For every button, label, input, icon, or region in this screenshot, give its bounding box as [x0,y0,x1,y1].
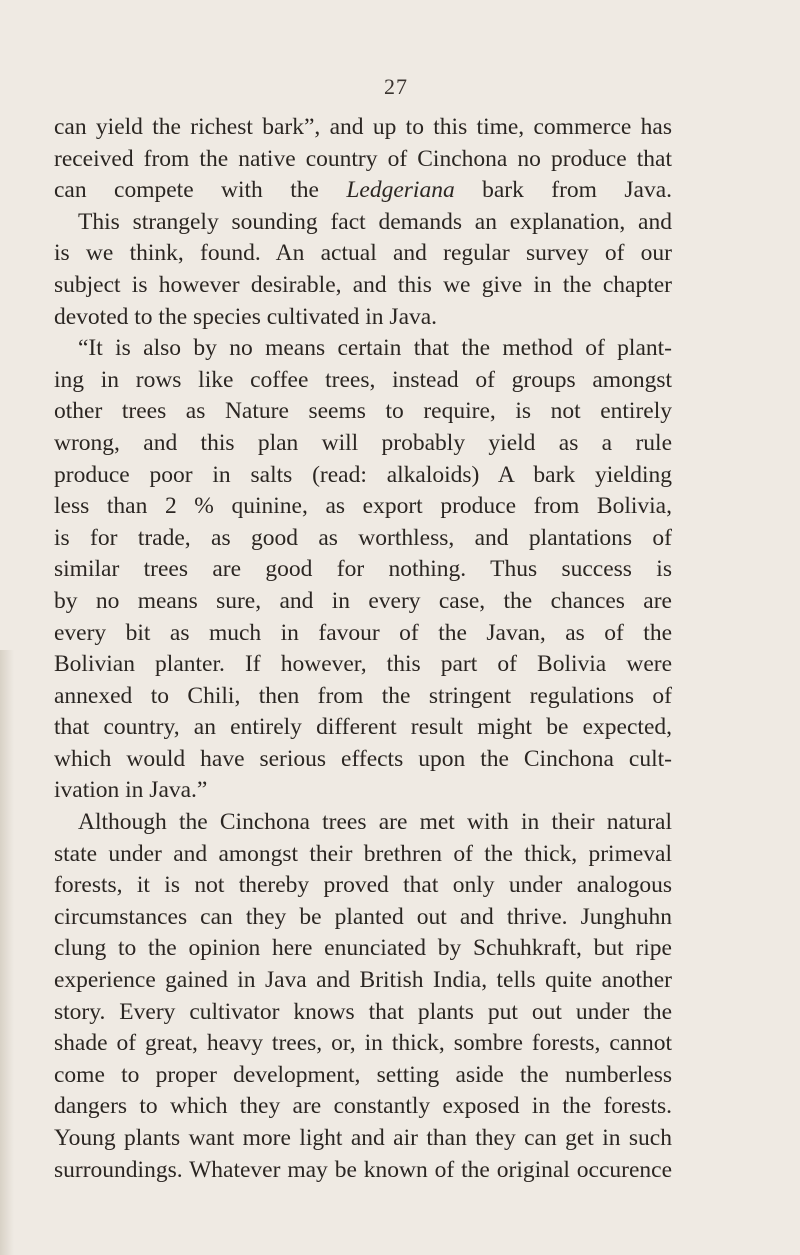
text-line: less than 2 % quinine, as export produce from Bolivia, [54,493,672,520]
text-line: shade of great, heavy trees, or, in thick, sombre forests, cannot [54,1030,672,1057]
text-line [54,175,672,207]
text-line: state under and amongst their brethren of the thick, primeval [54,840,672,867]
text-line: that country, an entirely different result might be expected, [54,714,672,741]
text-line: story. Every cultivator knows that plants put out under the [54,998,672,1025]
text-line: circumstances can they be planted out and thrive. Junghuhn [54,903,672,930]
text-line: can yield the richest bark”, and up to this time, commerce has [54,114,672,140]
text-line: Bolivian planter. If however, this part of Bolivia were [54,651,672,678]
paragraph-end-line: devoted to the species cultivated in Java. [54,303,438,330]
text-line: annexed to Chili, then from the stringent regulations of [54,682,672,709]
text-line: is we think, found. An actual and regular survey of our [54,240,672,267]
text-line: subject is however desirable, and this we give in the chapter [54,271,672,298]
italic-term: Ledgeriana [346,177,455,204]
text-line: dangers to which they are constantly exposed in the forests. [54,1093,672,1120]
text-line: forests, it is not thereby proved that only under analogous [54,872,672,899]
text-line: is for trade, as good as worthless, and plantations of [54,524,672,551]
text-line: received from the native country of Cinchona no produce that [54,145,672,172]
text-line: which would have serious effects upon the Cinchona cult- [54,745,672,772]
paragraph-end-line: ivation in Java.” [54,777,208,804]
text-line: come to proper development, setting aside the numberless [54,1061,672,1088]
page-number: 27 [384,74,408,99]
text-line: Young plants want more light and air than they can get in such [54,1125,672,1151]
text-line: every bit as much in favour of the Javan, as of the [54,619,672,646]
text-line: clung to the opinion here enunciated by Schuhkraft, but ripe [54,935,672,962]
text-line: wrong, and this plan will probably yield as a rule [54,429,672,456]
page-edge-shadow [0,650,14,1255]
text-line: produce poor in salts (read: alkaloids) A bark yielding [54,461,672,488]
text-line: similar trees are good for nothing. Thus success is [54,556,672,583]
text-line: ing in rows like coffee trees, instead of groups amongst [54,366,672,393]
text-line: other trees as Nature seems to require, is not entirely [54,398,672,425]
body-text [54,112,672,1186]
text-line: experience gained in Java and British India, tells quite another [54,967,672,994]
text-segment: can compete with the [54,177,347,204]
text-segment: bark from Java. [454,177,672,204]
paragraph-start-line: “It is also by no means certain that the method of plant- [78,335,672,362]
text-line: by no means sure, and in every case, the chances are [54,587,672,614]
paragraph-start-line: Although the Cinchona trees are met with in their natural [78,809,672,836]
paragraph-start-line: This strangely sounding fact demands an explanation, and [78,208,672,235]
text-line: surroundings. Whatever may be known of the original occurence [54,1156,672,1183]
